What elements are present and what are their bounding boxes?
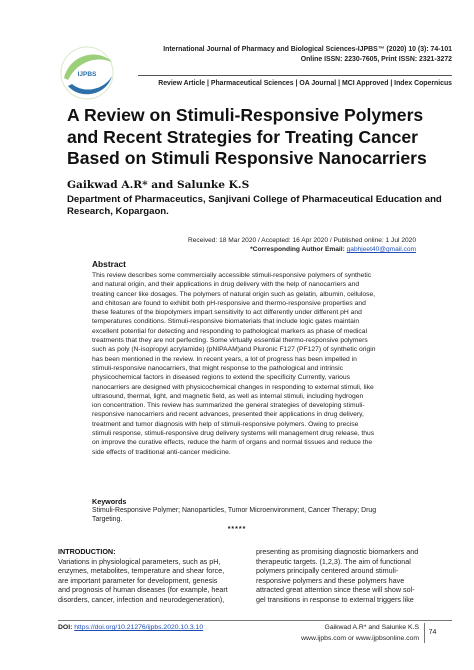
intro-line: enzymes, metabolites, temperature and shear force, [58,566,225,575]
corresponding-author [188,245,416,254]
corresponding-email-link[interactable]: gabhjeet40@gmail.com [346,246,416,253]
footer-websites [301,635,419,642]
abstract-line: and chitosan are found to exhibit both pH-responsive and thermo-responsive properties and [92,299,366,307]
page-number: 74 [424,623,440,643]
publication-dates [188,236,416,254]
intro-line: are important parameter for development, genesis [58,575,218,585]
abstract-section [92,259,436,532]
intro-line: gel transitions in response to external triggers like [256,594,414,604]
abstract-line: nanocarriers are designed with physicochemical changes in responding to external stimuli, like [92,383,374,391]
abstract-line: temperatures conditions. Stimuli-responsive biomaterials that include logic gates maintain [92,318,360,326]
journal-header [122,45,452,66]
abstract-line: stimuli-responsive nanocarriers, that might response to the pathological and intrinsic [92,364,344,372]
intro-line: polymers principally centered around stimuli- [256,566,399,575]
abstract-heading: Abstract [92,259,126,269]
abstract-line: has been mentioned in the review. In recent years, a lot of progress has been impelled in [92,355,357,363]
logo-text: IJPBS [77,71,97,78]
abstract-line: physicochemical factors in diseased regions to extend the specificity Currently, various [92,374,350,382]
article-title [67,105,457,170]
abstract-line: treatments that they are not perfecting. Some virtually essential thermo-responsive polymers [92,337,368,345]
keywords-line: Targeting. [92,516,123,524]
intro-line: disorders, cancer, infection and neurodegeneration), [58,594,225,604]
website-or: or [347,635,355,642]
website-link-2[interactable]: www.ijpbsonline.com [355,635,419,642]
abstract-line: ultrasound, thermal, light, and magnetic field, as well as internal stimuli, including hydrogen [92,392,364,400]
corresponding-label: *Corresponding Author Email: [250,246,345,253]
journal-citation: International Journal of Pharmacy and Biological Sciences-IJPBS™ (2020) 10 (3): 74-101 [163,46,452,53]
abstract-body [92,271,436,457]
abstract-line: on improve the curative effects, reduce the harm of organs and normal tissues and reduce the [92,439,373,447]
intro-line: responsive polymers and these polymers have [256,575,405,585]
website-link-1[interactable]: www.ijpbs.com [301,635,347,642]
affiliation-line: Department of Pharmaceutics, Sanjivani College of Pharmaceutical Education and [67,194,442,205]
title-line: and Recent Strategies for Treating Cancer [67,126,418,147]
intro-line: Variations in physiological parameters, such as pH, [58,556,221,566]
abstract-line: these features of the biopolymers impart sensitivity to act differently under different pH and [92,309,362,317]
title-line: Based on Stimuli Responsive Nanocarriers [67,148,427,168]
abstract-line: ion concentration. This review has summarized the general strategies of developing stimuli- [92,402,365,410]
doi-label: DOI: [58,624,73,631]
intro-right-column [256,547,431,604]
intro-line: attracted great attention since these will show sol- [256,585,415,594]
article-type-line-wrap [122,79,452,89]
abstract-line: such as poly (N-isopropyl acrylamide) (pNIPAAM)and Pluronic F127 (PF127) of synthetic origin [92,346,376,354]
authors: Gaikwad A.R* and Salunke K.S [67,179,250,191]
abstract-line: excellent potential for detecting and responding to pathological markers as phase of medical [92,327,368,335]
affiliation-line: Research, Kopargaon. [67,206,169,217]
intro-line: therapeutic targets. (1,2,3). The aim of functional [256,556,411,566]
header-divider [138,75,452,76]
keywords-body [92,506,436,524]
abstract-line: and natural origin, and their applications in drug delivery with the help of nanocarriers and [92,281,360,289]
section-separator: ***** [227,526,247,533]
dates-line: Received: 18 Mar 2020 / Accepted: 16 Apr 2020 / Published online: 1 Jul 2020 [187,237,416,244]
article-type-line: Review Article | Pharmaceutical Sciences | OA Journal | MCI Approved | Index Copernicus [158,80,452,87]
affiliation [67,194,457,218]
keywords-heading: Keywords [92,497,127,506]
abstract-line: treatment and tumor diagnosis with help of stimuli-responsive polymers. Owing to precise [92,420,359,428]
journal-logo [54,40,118,104]
doi-link[interactable]: https://doi.org/10.21276/ijpbs.2020.10.3.10 [74,624,204,631]
footer-author: Gaikwad A.R* and Salunke K.S [324,624,419,631]
abstract-line: treating cancer like dosages. The polymers of natural origin such as gelatin, albumin, cellulose, [92,290,376,298]
footer-divider [58,620,452,621]
title-line: A Review on Stimuli-Responsive Polymers [67,105,424,125]
abstract-line: side effects of traditional anti-cancer medicine. [92,448,231,456]
abstract-line: This review describes some commercially accessible stimuli-responsive polymers of synthetic [92,272,372,279]
intro-left-column [58,547,233,604]
abstract-line: responsive nanocarriers and recent advances, presented their applications in drug delivery, [92,411,364,419]
keywords-line: Stimuli-Responsive Polymer; Nanoparticles, Tumor Microenvironment, Cancer Therapy; Drug [92,507,377,514]
doi [58,624,203,631]
abstract-line: stimuli response, stimuli-responsive drug delivery systems will management drug release, thus [92,430,375,438]
journal-issn: Online ISSN: 2230-7605, Print ISSN: 2321-3272 [300,56,452,64]
intro-heading: INTRODUCTION: [58,547,116,556]
intro-line: presenting as promising diagnostic biomarkers and [256,547,419,556]
intro-line: and prognosis of human diseases (for example, heart [58,585,228,594]
